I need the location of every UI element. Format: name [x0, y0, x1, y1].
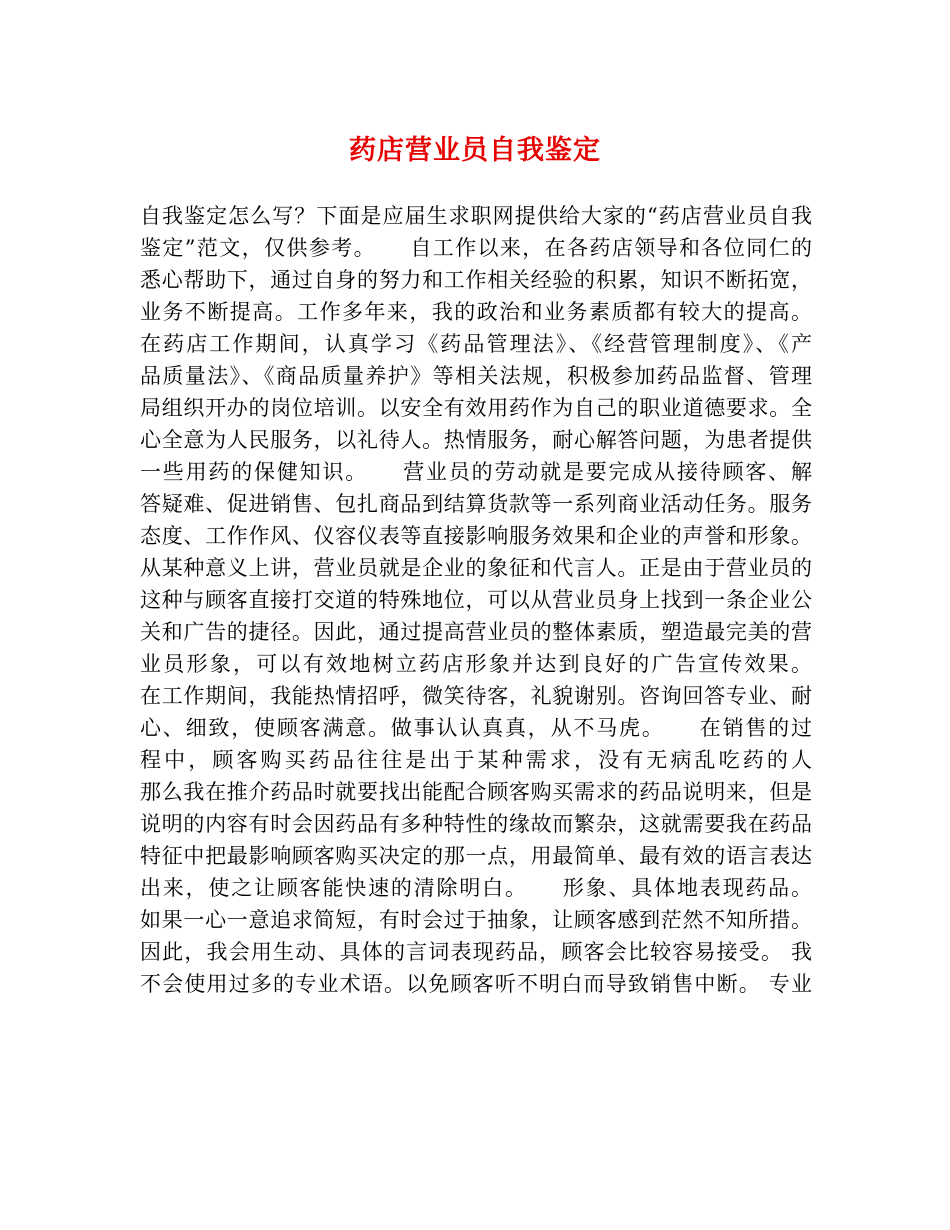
body-line: 在工作期间，我能热情招呼，微笑待客，礼貌谢别。咨询回答专业、耐	[140, 684, 812, 708]
body-line: 不会使用过多的专业术语。以免顾客听不明白而导致销售中断。 专业	[140, 972, 812, 996]
body-line: 品质量法》、《商品质量养护》等相关法规，积极参加药品监督、管理	[140, 364, 812, 388]
body-line: 在药店工作期间，认真学习《药品管理法》、《经营管理制度》、《产	[140, 332, 812, 356]
body-line: 态度、工作作风、仪容仪表等直接影响服务效果和企业的声誉和形象。	[140, 524, 812, 548]
body-line: 自我鉴定怎么写？下面是应届生求职网提供给大家的“药店营业员自我	[140, 204, 812, 228]
body-line: 一些用药的保健知识。 营业员的劳动就是要完成从接待顾客、解	[140, 460, 812, 484]
body-line: 心全意为人民服务，以礼待人。热情服务，耐心解答问题，为患者提供	[140, 428, 812, 452]
body-line: 出来，使之让顾客能快速的清除明白。 形象、具体地表现药品。	[140, 876, 812, 900]
body-line: 那么我在推介药品时就要找出能配合顾客购买需求的药品说明来，但是	[140, 780, 812, 804]
body-line: 说明的内容有时会因药品有多种特性的缘故而繁杂，这就需要我在药品	[140, 812, 812, 836]
body-line: 悉心帮助下，通过自身的努力和工作相关经验的积累，知识不断拓宽，	[140, 268, 812, 292]
body-line: 鉴定”范文，仅供参考。 自工作以来，在各药店领导和各位同仁的	[140, 236, 812, 260]
body-line: 从某种意义上讲，营业员就是企业的象征和代言人。正是由于营业员的	[140, 556, 812, 580]
body-line: 程中，顾客购买药品往往是出于某种需求，没有无病乱吃药的人	[140, 748, 812, 772]
document-body	[140, 200, 812, 1000]
body-line: 局组织开办的岗位培训。以安全有效用药作为自己的职业道德要求。全	[140, 396, 812, 420]
body-line: 特征中把最影响顾客购买决定的那一点，用最简单、最有效的语言表达	[140, 844, 812, 868]
document-title: 药店营业员自我鉴定	[349, 135, 601, 166]
body-line: 业务不断提高。工作多年来，我的政治和业务素质都有较大的提高。	[140, 300, 812, 324]
body-line: 如果一心一意追求简短，有时会过于抽象，让顾客感到茫然不知所措。	[140, 908, 812, 932]
body-line: 业员形象，可以有效地树立药店形象并达到良好的广告宣传效果。	[140, 652, 812, 676]
body-line: 这种与顾客直接打交道的特殊地位，可以从营业员身上找到一条企业公	[140, 588, 812, 612]
body-line: 答疑难、促进销售、包扎商品到结算货款等一系列商业活动任务。服务	[140, 492, 812, 516]
body-line: 心、细致，使顾客满意。做事认认真真，从不马虎。 在销售的过	[140, 716, 812, 740]
body-line: 因此，我会用生动、具体的言词表现药品，顾客会比较容易接受。 我	[140, 940, 812, 964]
body-line: 关和广告的捷径。因此，通过提高营业员的整体素质，塑造最完美的营	[140, 620, 812, 644]
